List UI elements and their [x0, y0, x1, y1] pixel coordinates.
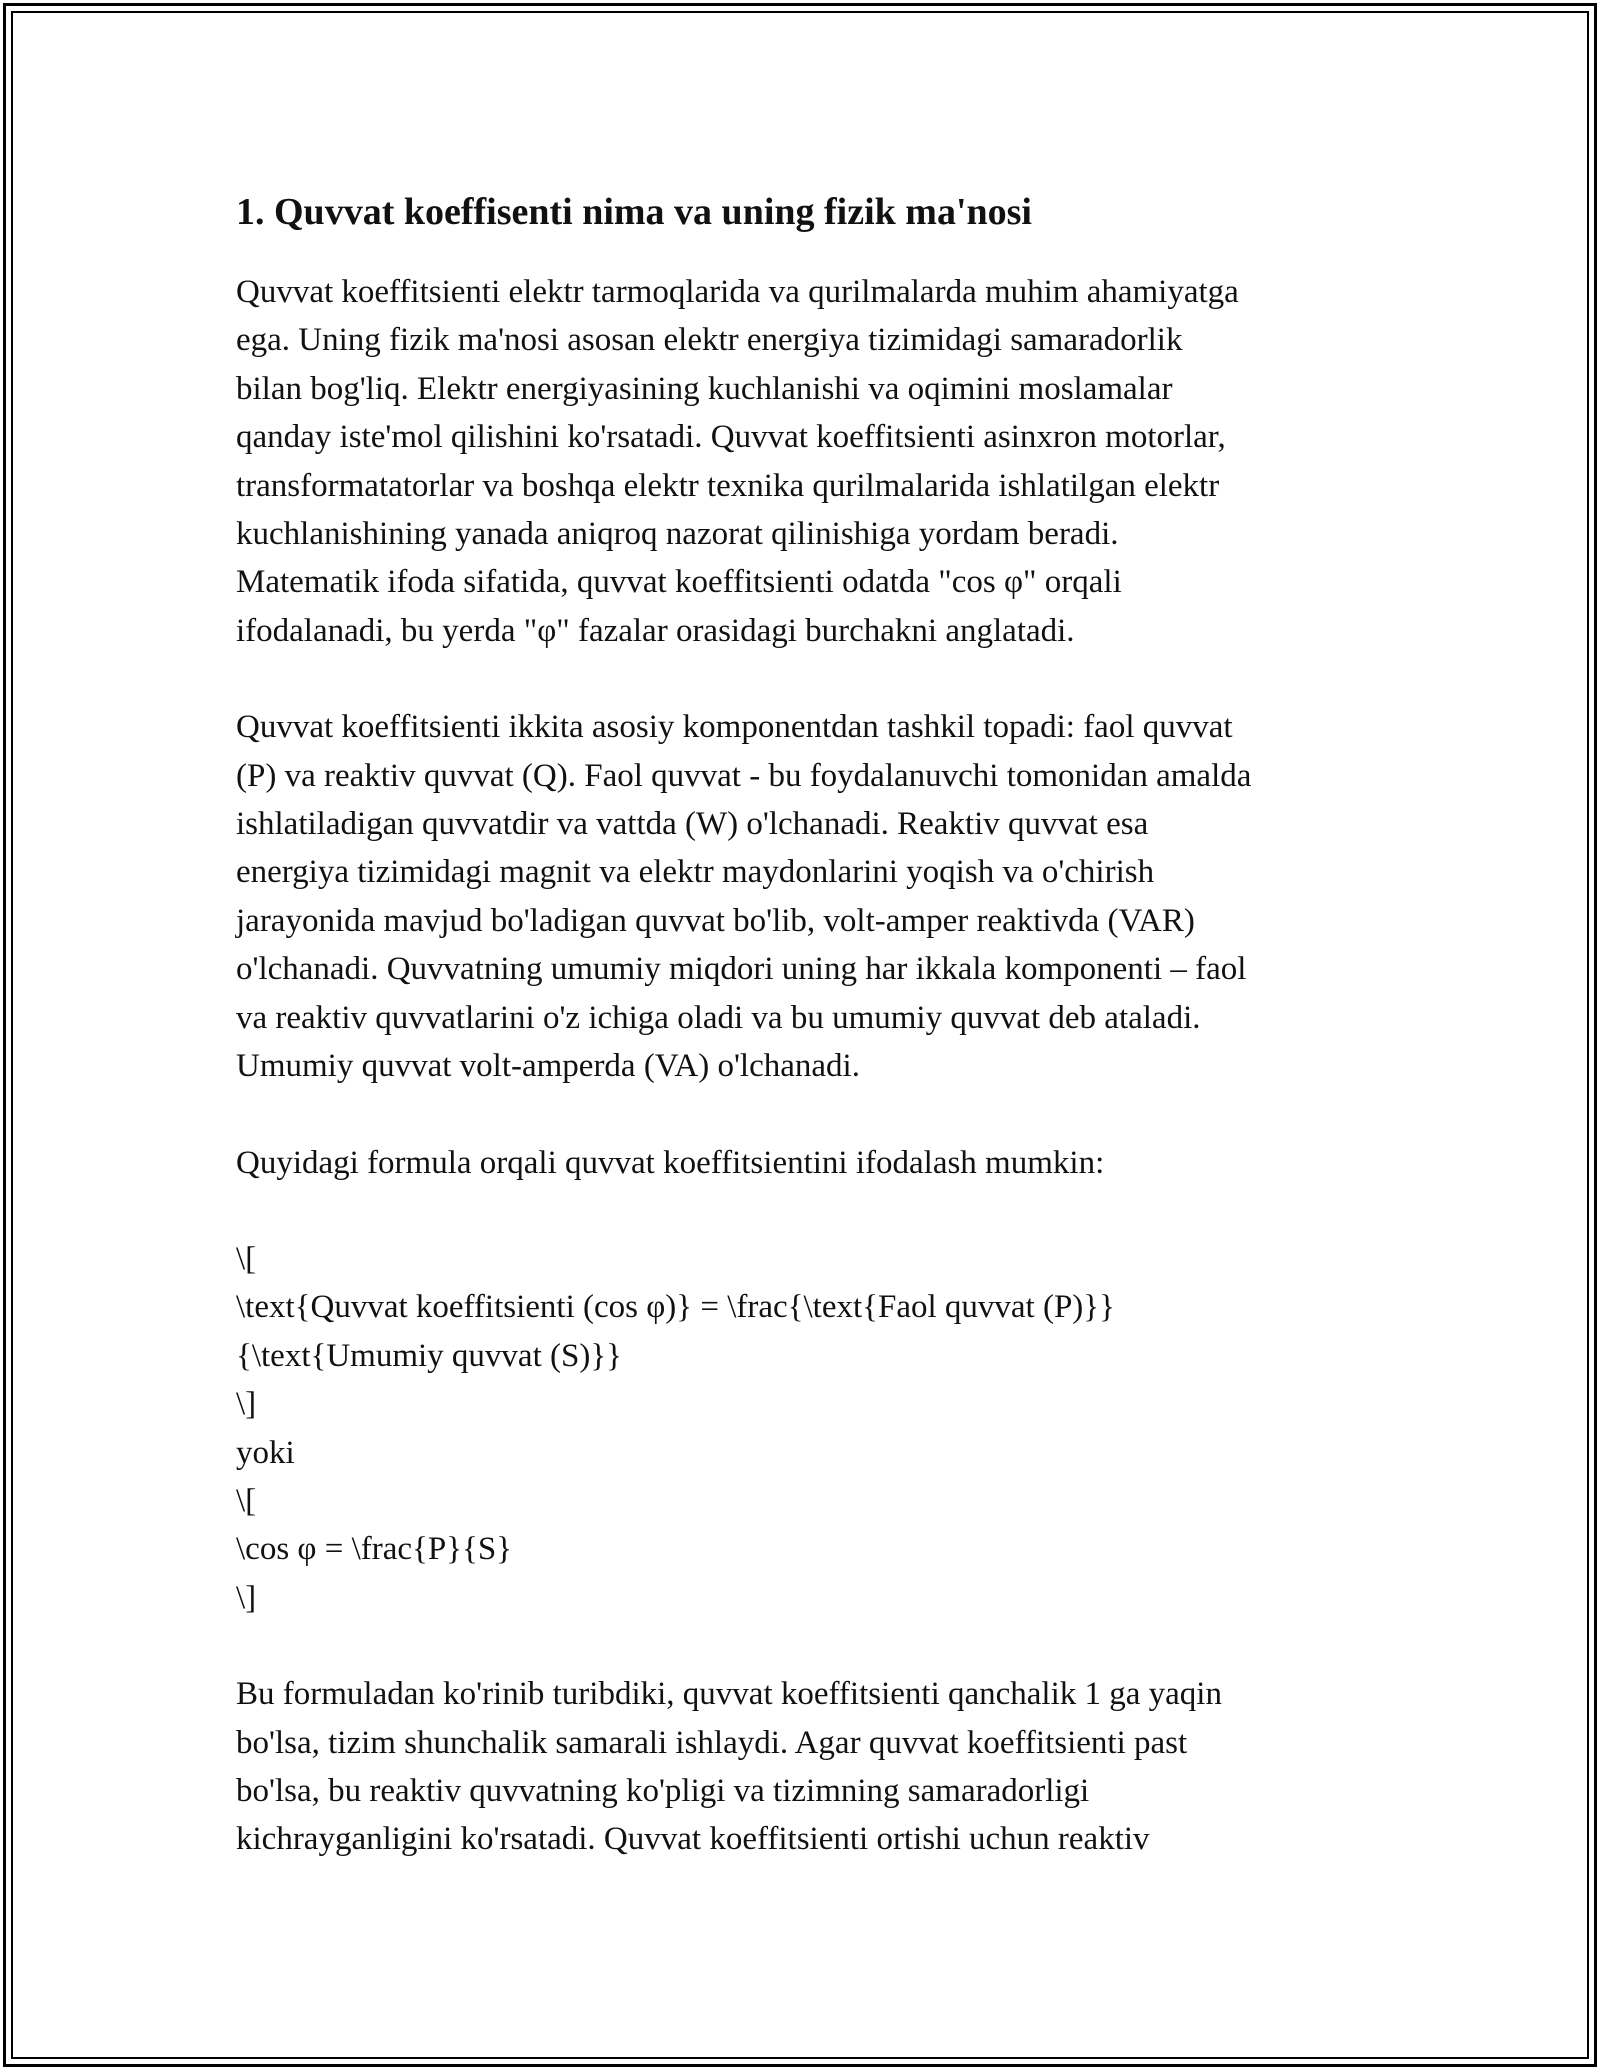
formula-block — [236, 1235, 1376, 1622]
formula-line: \[ — [236, 1482, 257, 1519]
text-line: (P) va reaktiv quvvat (Q). Faol quvvat - bu foydalanuvchi tomonidan amalda — [236, 757, 1252, 794]
text-line: bo'lsa, bu reaktiv quvvatning ko'pligi va tizimning samaradorligi — [236, 1772, 1090, 1809]
paragraph-power-factor-meaning — [236, 268, 1376, 655]
text-line: ifodalanadi, bu yerda "φ" fazalar orasidagi burchakni anglatadi. — [236, 612, 1075, 649]
text-line: o'lchanadi. Quvvatning umumiy miqdori uning har ikkala komponenti – faol — [236, 951, 1247, 988]
text-line: transformatatorlar va boshqa elektr texnika qurilmalarida ishlatilgan elektr — [236, 467, 1220, 504]
text-line: kuchlanishining yanada aniqroq nazorat qilinishiga yordam beradi. — [236, 516, 1119, 553]
formula-line: \text{Quvvat koeffitsienti (cos φ)} = \frac{\text{Faol quvvat (P)}} — [236, 1289, 1115, 1326]
text-line: Bu formuladan ko'rinib turibdiki, quvvat koeffitsienti qanchalik 1 ga yaqin — [236, 1676, 1222, 1713]
text-line: bo'lsa, tizim shunchalik samarali ishlaydi. Agar quvvat koeffitsienti past — [236, 1724, 1188, 1761]
text-line: Matematik ifoda sifatida, quvvat koeffitsienti odatda "cos φ" orqali — [236, 564, 1122, 601]
paragraph-formula-intro — [236, 1139, 1376, 1187]
text-line: Quvvat koeffitsienti elektr tarmoqlarida va qurilmalarda muhim ahamiyatga — [236, 274, 1239, 310]
formula-line: \cos φ = \frac{P}{S} — [236, 1531, 513, 1568]
text-line: jarayonida mavjud bo'ladigan quvvat bo'lib, volt-amper reaktivda (VAR) — [236, 902, 1195, 939]
text-line: Umumiy quvvat volt-amperda (VA) o'lchanadi. — [236, 1048, 860, 1085]
text-line: qanday iste'mol qilishini ko'rsatadi. Quvvat koeffitsienti asinxron motorlar, — [236, 419, 1226, 456]
formula-line: \] — [236, 1386, 257, 1423]
text-line: kichrayganligini ko'rsatadi. Quvvat koeffitsienti ortishi uchun reaktiv — [236, 1821, 1150, 1858]
text-line: Quyidagi formula orqali quvvat koeffitsientini ifodalash mumkin: — [236, 1144, 1105, 1181]
formula-line: yoki — [236, 1434, 295, 1471]
text-line: ishlatiladigan quvvatdir va vattda (W) o'lchanadi. Reaktiv quvvat esa — [236, 806, 1149, 843]
formula-line: \[ — [236, 1240, 257, 1277]
paragraph-power-components — [236, 703, 1376, 1090]
formula-line: {\text{Umumiy quvvat (S)}} — [236, 1337, 622, 1374]
formula-line: \] — [236, 1579, 257, 1616]
text-line: bilan bog'liq. Elektr energiyasining kuchlanishi va oqimini moslamalar — [236, 370, 1173, 407]
text-line: va reaktiv quvvatlarini o'z ichiga oladi va bu umumiy quvvat deb ataladi. — [236, 999, 1201, 1036]
text-line: Quvvat koeffitsienti ikkita asosiy komponentdan tashkil topadi: faol quvvat — [236, 709, 1233, 746]
paragraph-formula-conclusion — [236, 1670, 1376, 1864]
text-line: ega. Uning fizik ma'nosi asosan elektr energiya tizimidagi samaradorlik — [236, 322, 1183, 359]
document-body — [236, 186, 1376, 1912]
section-heading: 1. Quvvat koeffisenti nima va uning fizik ma'nosi — [236, 191, 1032, 233]
text-line: energiya tizimidagi magnit va elektr maydonlarini yoqish va o'chirish — [236, 854, 1155, 891]
